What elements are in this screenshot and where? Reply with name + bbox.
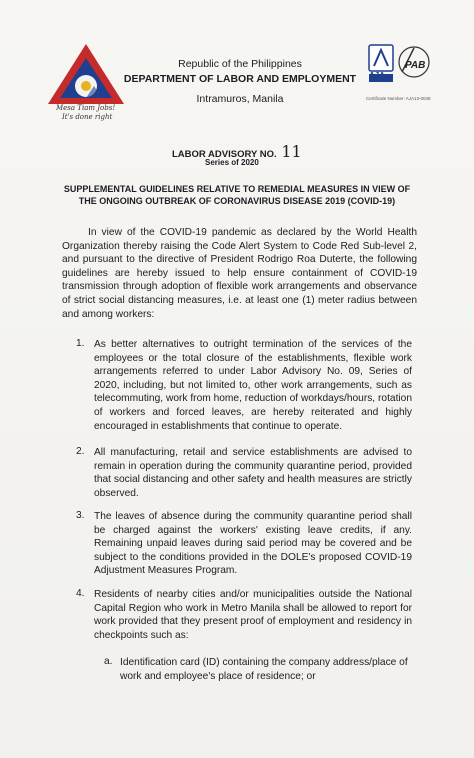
- advisory-series: Series of 2020: [205, 158, 259, 167]
- aja-label: AJA: [369, 71, 386, 80]
- department-line: DEPARTMENT OF LABOR AND EMPLOYMENT: [123, 73, 357, 85]
- item-2-text: All manufacturing, retail and service establishments are advised to remain in operation during the community quarantine period, provided that social distancing and other safety and health measures are strictly observed.: [94, 447, 412, 499]
- item-1-number: 1.: [76, 338, 85, 349]
- item-4-number: 4.: [76, 588, 85, 599]
- intro-paragraph: In view of the COVID-19 pandemic as declared by the World Health Organization thereby raising the Code Alert System to Code Red Sub-level 2, and pursuant to the directive of President Rodrigo Roa Duterte, the following guidelines are hereby issued to help ensure containment of COVID-19 transmission through adoption of flexible work arrangements and observance of strict social distancing measures, i.e. at least one (1) meter radius between and among workers:: [62, 227, 417, 320]
- location-line: Intramuros, Manila: [196, 93, 284, 105]
- item-2-number: 2.: [76, 446, 85, 457]
- advisory-label: LABOR ADVISORY NO.: [172, 149, 277, 160]
- title-line-2: THE ONGOING OUTBREAK OF CORONAVIRUS DISEASE 2019 (COVID-19): [78, 196, 396, 206]
- motto-line-2: It's done right: [62, 113, 113, 121]
- subitem-a-number: a.: [104, 656, 113, 667]
- item-1-text: As better alternatives to outright termination of the services of the employees or the total closure of the establishments, flexible work arrangements referred to under Labor Advisory No. 09, Series of 2020, including, but not limited to, other work arrangements, such as telecommuting, work from home, reduction of workdays/hours, rotation of workers and forced leaves, are hereby reiterated and highly encouraged in establishments that continue to operate.: [94, 339, 412, 432]
- republic-line: Republic of the Philippines: [178, 58, 302, 70]
- motto-line-1: Mesa Tiam Jobs!: [56, 104, 116, 112]
- pab-label: PAB: [405, 60, 426, 71]
- certificate-number: Certificate Number: AJA13-0048: [366, 96, 431, 101]
- item-3-number: 3.: [76, 510, 85, 521]
- item-3-text: The leaves of absence during the community quarantine period shall be charged against the workers' existing leave credits, if any. Remaining unpaid leaves during said period may be covered and be subject to the conditions provided in the DOLE's proposed COVID-19 Adjustment Measures Program.: [94, 511, 412, 577]
- subitem-a-text: Identification card (ID) containing the company address/place of work and employee's place of residence; or: [120, 657, 408, 682]
- title-line-1: SUPPLEMENTAL GUIDELINES RELATIVE TO REMEDIAL MEASURES IN VIEW OF: [63, 184, 411, 194]
- item-4-text: Residents of nearby cities and/or municipalities outside the National Capital Region who work in Metro Manila shall be allowed to report for work provided that they present proof of employment and residency in checkpoints such as:: [94, 589, 412, 641]
- advisory-number: 11: [281, 142, 302, 161]
